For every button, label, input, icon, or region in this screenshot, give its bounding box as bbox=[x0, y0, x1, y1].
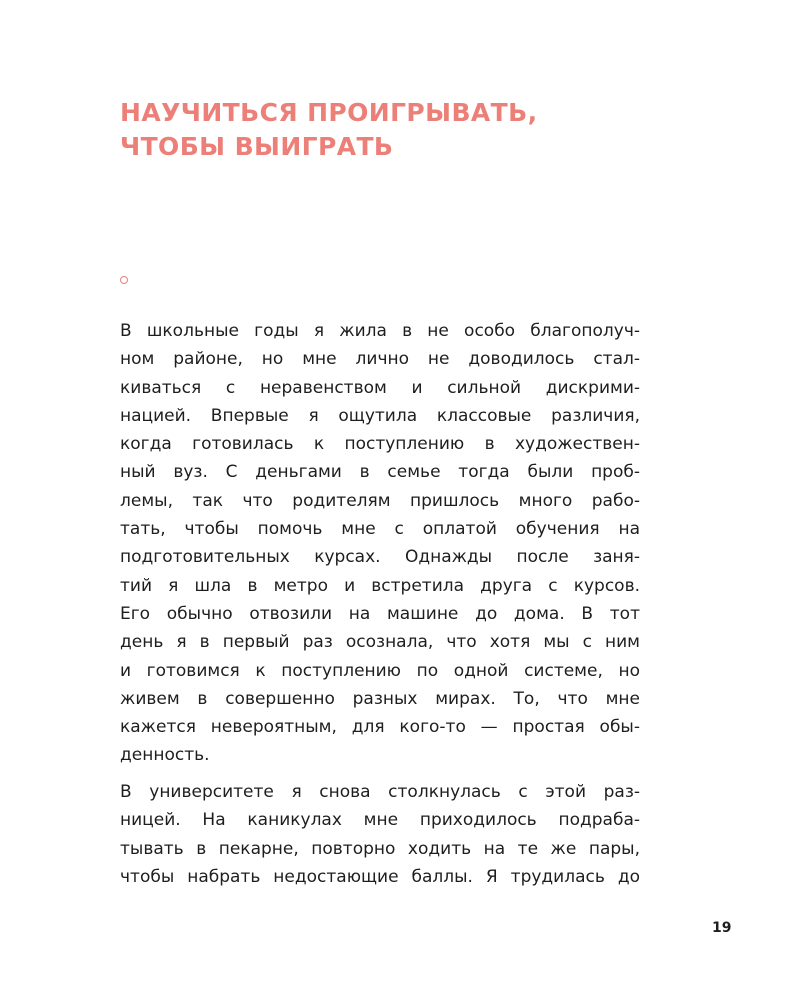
page-number: 19 bbox=[712, 920, 732, 936]
text-line: нацией. Впервые я ощутила классовые различия, bbox=[120, 405, 640, 426]
text-line: чтобы набрать недостающие баллы. Я трудилась до bbox=[120, 866, 640, 887]
text-line: В школьные годы я жила в не особо благополуч- bbox=[120, 321, 640, 341]
text-line: тий я шла в метро и встретила друга с курсов. bbox=[120, 575, 640, 596]
text-line: и готовимся к поступлению по одной системе, но bbox=[120, 660, 640, 681]
text-line: ницей. На каникулах мне приходилось подраба- bbox=[120, 810, 640, 831]
text-line: подготовительных курсах. Однажды после заня- bbox=[120, 547, 640, 568]
text-line: денность. bbox=[120, 745, 210, 766]
circle-marker-icon bbox=[120, 276, 128, 284]
text-line: когда готовилась к поступлению в художествен- bbox=[120, 434, 640, 455]
body-paragraph-2 bbox=[120, 778, 640, 891]
text-line: лемы, так что родителям пришлось много рабо- bbox=[120, 490, 640, 511]
text-line: тать, чтобы помочь мне с оплатой обучения на bbox=[120, 519, 640, 540]
text-line: В университете я снова столкнулась с этой раз- bbox=[120, 782, 640, 802]
text-line: киваться с неравенством и сильной дискрими- bbox=[120, 377, 640, 398]
text-line: ный вуз. С деньгами в семье тогда были проб- bbox=[120, 462, 640, 483]
text-line: день я в первый раз осознала, что хотя мы с ним bbox=[120, 632, 640, 653]
text-line: живем в совершенно разных мирах. То, что мне bbox=[120, 688, 640, 709]
text-line: тывать в пекарне, повторно ходить на те же пары, bbox=[120, 838, 640, 859]
chapter-title bbox=[120, 96, 537, 164]
text-line: ном районе, но мне лично не доводилось стал- bbox=[120, 349, 640, 370]
chapter-title-line: НАУЧИТЬСЯ ПРОИГРЫВАТЬ, bbox=[120, 98, 538, 127]
body-paragraph-1 bbox=[120, 317, 640, 770]
text-line: Его обычно отвозили на машине до дома. В тот bbox=[120, 603, 640, 624]
chapter-title-line: ЧТОБЫ ВЫИГРАТЬ bbox=[120, 132, 394, 161]
text-line: кажется невероятным, для кого-то — простая обы- bbox=[120, 717, 640, 738]
